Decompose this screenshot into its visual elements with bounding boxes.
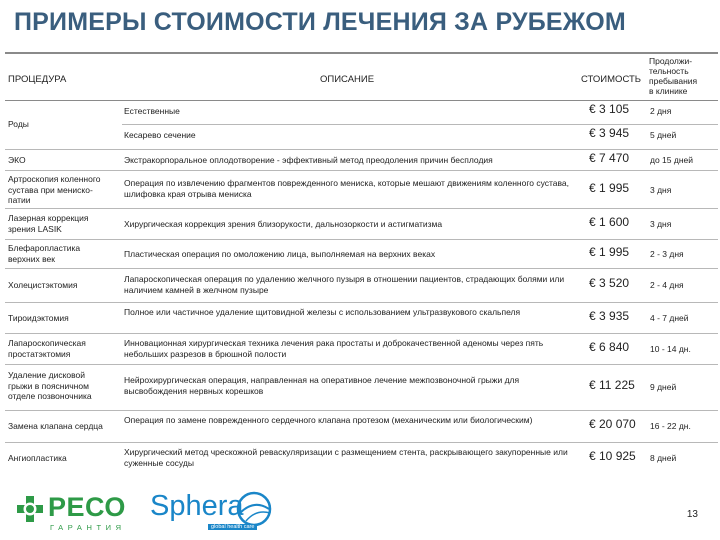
cell-duration: 3 дня: [650, 219, 672, 229]
cell-duration: до 15 дней: [650, 155, 693, 165]
cell-duration: 9 дней: [650, 382, 677, 392]
cell-description: Естественные: [124, 106, 180, 116]
cell-procedure: Артроскопия коленного сустава при менископатии: [8, 174, 101, 205]
cell-cost: € 6 840: [589, 340, 630, 354]
cell-cost: € 11 225: [589, 378, 635, 392]
sphera-logo: [150, 488, 270, 534]
table-row: [5, 269, 718, 303]
cell-duration: 8 дней: [650, 453, 677, 463]
cell-cost: € 10 925: [589, 449, 636, 463]
cell-cost: € 1 995: [589, 181, 630, 195]
table-row: [5, 101, 718, 150]
cell-procedure: Лапароскопическая простатэктомия: [8, 338, 86, 359]
cell-description: Пластическая операция по омоложению лица, выполняемая на верхних веках: [124, 249, 436, 259]
cell-description: Полное или частичное удаление щитовидной железы с использованием ультразвукового скальпеля: [124, 307, 521, 317]
reso-name: РЕСО: [48, 492, 126, 522]
cell-description: Нейрохирургическая операция, направленная на оперативное лечение межпозвоночной грыжи для высвобождения нервных корешков: [124, 375, 520, 396]
cell-description: Экстракорпоральное оплодотворение - эффективный метод преодоления причин бесплодия: [124, 155, 493, 165]
cell-duration: 4 - 7 дней: [650, 313, 689, 323]
reso-logo: [15, 490, 135, 534]
cost-table: [5, 52, 718, 473]
cell-cost: € 3 105: [589, 102, 630, 116]
header-duration: Продолжи- тельность пребывания в клинике: [649, 56, 698, 96]
reso-cross-icon: [15, 494, 45, 524]
table-row: [5, 209, 718, 240]
page-number: 13: [686, 509, 698, 520]
sphera-globe-icon: [234, 489, 274, 529]
cell-procedure: Блефаропластика верхних век: [8, 243, 81, 264]
reso-subtitle: ГАРАНТИЯ: [50, 523, 126, 532]
page-title: ПРИМЕРЫ СТОИМОСТИ ЛЕЧЕНИЯ ЗА РУБЕЖОМ: [14, 8, 626, 36]
cell-duration: 5 дней: [650, 130, 677, 140]
cell-duration: 3 дня: [650, 185, 672, 195]
cell-cost: € 20 070: [589, 417, 636, 431]
table-row: [5, 443, 718, 473]
cell-description: Операция по замене поврежденного сердечного клапана протезом (механическим или биологическим): [124, 415, 533, 425]
cell-cost: € 7 470: [589, 151, 630, 165]
header-procedure: ПРОЦЕДУРА: [8, 74, 67, 85]
cell-duration: 16 - 22 дн.: [650, 421, 691, 431]
row-divider: [122, 124, 718, 125]
cell-duration: 2 дня: [650, 106, 672, 116]
cell-procedure: Замена клапана сердца: [8, 421, 103, 431]
table-row: [5, 334, 718, 365]
cell-procedure: Ангиопластика: [8, 453, 67, 463]
cell-procedure: Удаление дисковой грыжи в поясничном отделе позвоночника: [8, 370, 92, 401]
cell-duration: 2 - 3 дня: [650, 249, 684, 259]
cell-procedure: Тироидэктомия: [8, 313, 69, 323]
table-row: [5, 365, 718, 411]
cell-description: Кесарево сечение: [124, 130, 196, 140]
cell-procedure: Роды: [8, 119, 29, 129]
table-row: [5, 240, 718, 269]
cell-description: Хирургический метод чрескожной реваскуляризации с размещением стента, раскрывающего закупоренные или суженные сосуды: [124, 447, 568, 468]
cell-description: Хирургическая коррекция зрения близорукости, дальнозоркости и астигматизма: [124, 219, 443, 229]
table-row: [5, 150, 718, 171]
header-cost: СТОИМОСТЬ: [581, 74, 642, 85]
cell-procedure: Холецистэктомия: [8, 280, 78, 290]
cell-duration: 2 - 4 дня: [650, 280, 684, 290]
cell-cost: € 1 995: [589, 245, 630, 259]
cell-description: Лапароскопическая операция по удалению желчного пузыря в отношении пациентов, страдающих болями или наличием камней в желчном пузыре: [124, 274, 565, 295]
cell-duration: 10 - 14 дн.: [650, 344, 691, 354]
cell-procedure: ЭКО: [8, 155, 26, 165]
cell-cost: € 1 600: [589, 215, 630, 229]
cell-cost: € 3 935: [589, 309, 630, 323]
sphera-subtitle: global health care: [208, 524, 257, 530]
table-row: [5, 411, 718, 443]
sphera-name: Sphera: [150, 490, 244, 522]
cell-procedure: Лазерная коррекция зрения LASIK: [8, 213, 89, 234]
table-row: [5, 171, 718, 209]
cell-cost: € 3 520: [589, 276, 630, 290]
table-row: [5, 303, 718, 334]
cell-description: Инновационная хирургическая техника лечения рака простаты и доброкачественной аденомы через пять небольших разрезов в брюшной полости: [124, 338, 544, 359]
header-description: ОПИСАНИЕ: [320, 74, 375, 85]
footer: [0, 480, 720, 540]
cell-cost: € 3 945: [589, 126, 630, 140]
table-header: [5, 52, 718, 101]
cell-description: Операция по извлечению фрагментов поврежденного мениска, которые мешают движениям коленного сустава, шлифовка края отрыва мениска: [124, 178, 570, 199]
